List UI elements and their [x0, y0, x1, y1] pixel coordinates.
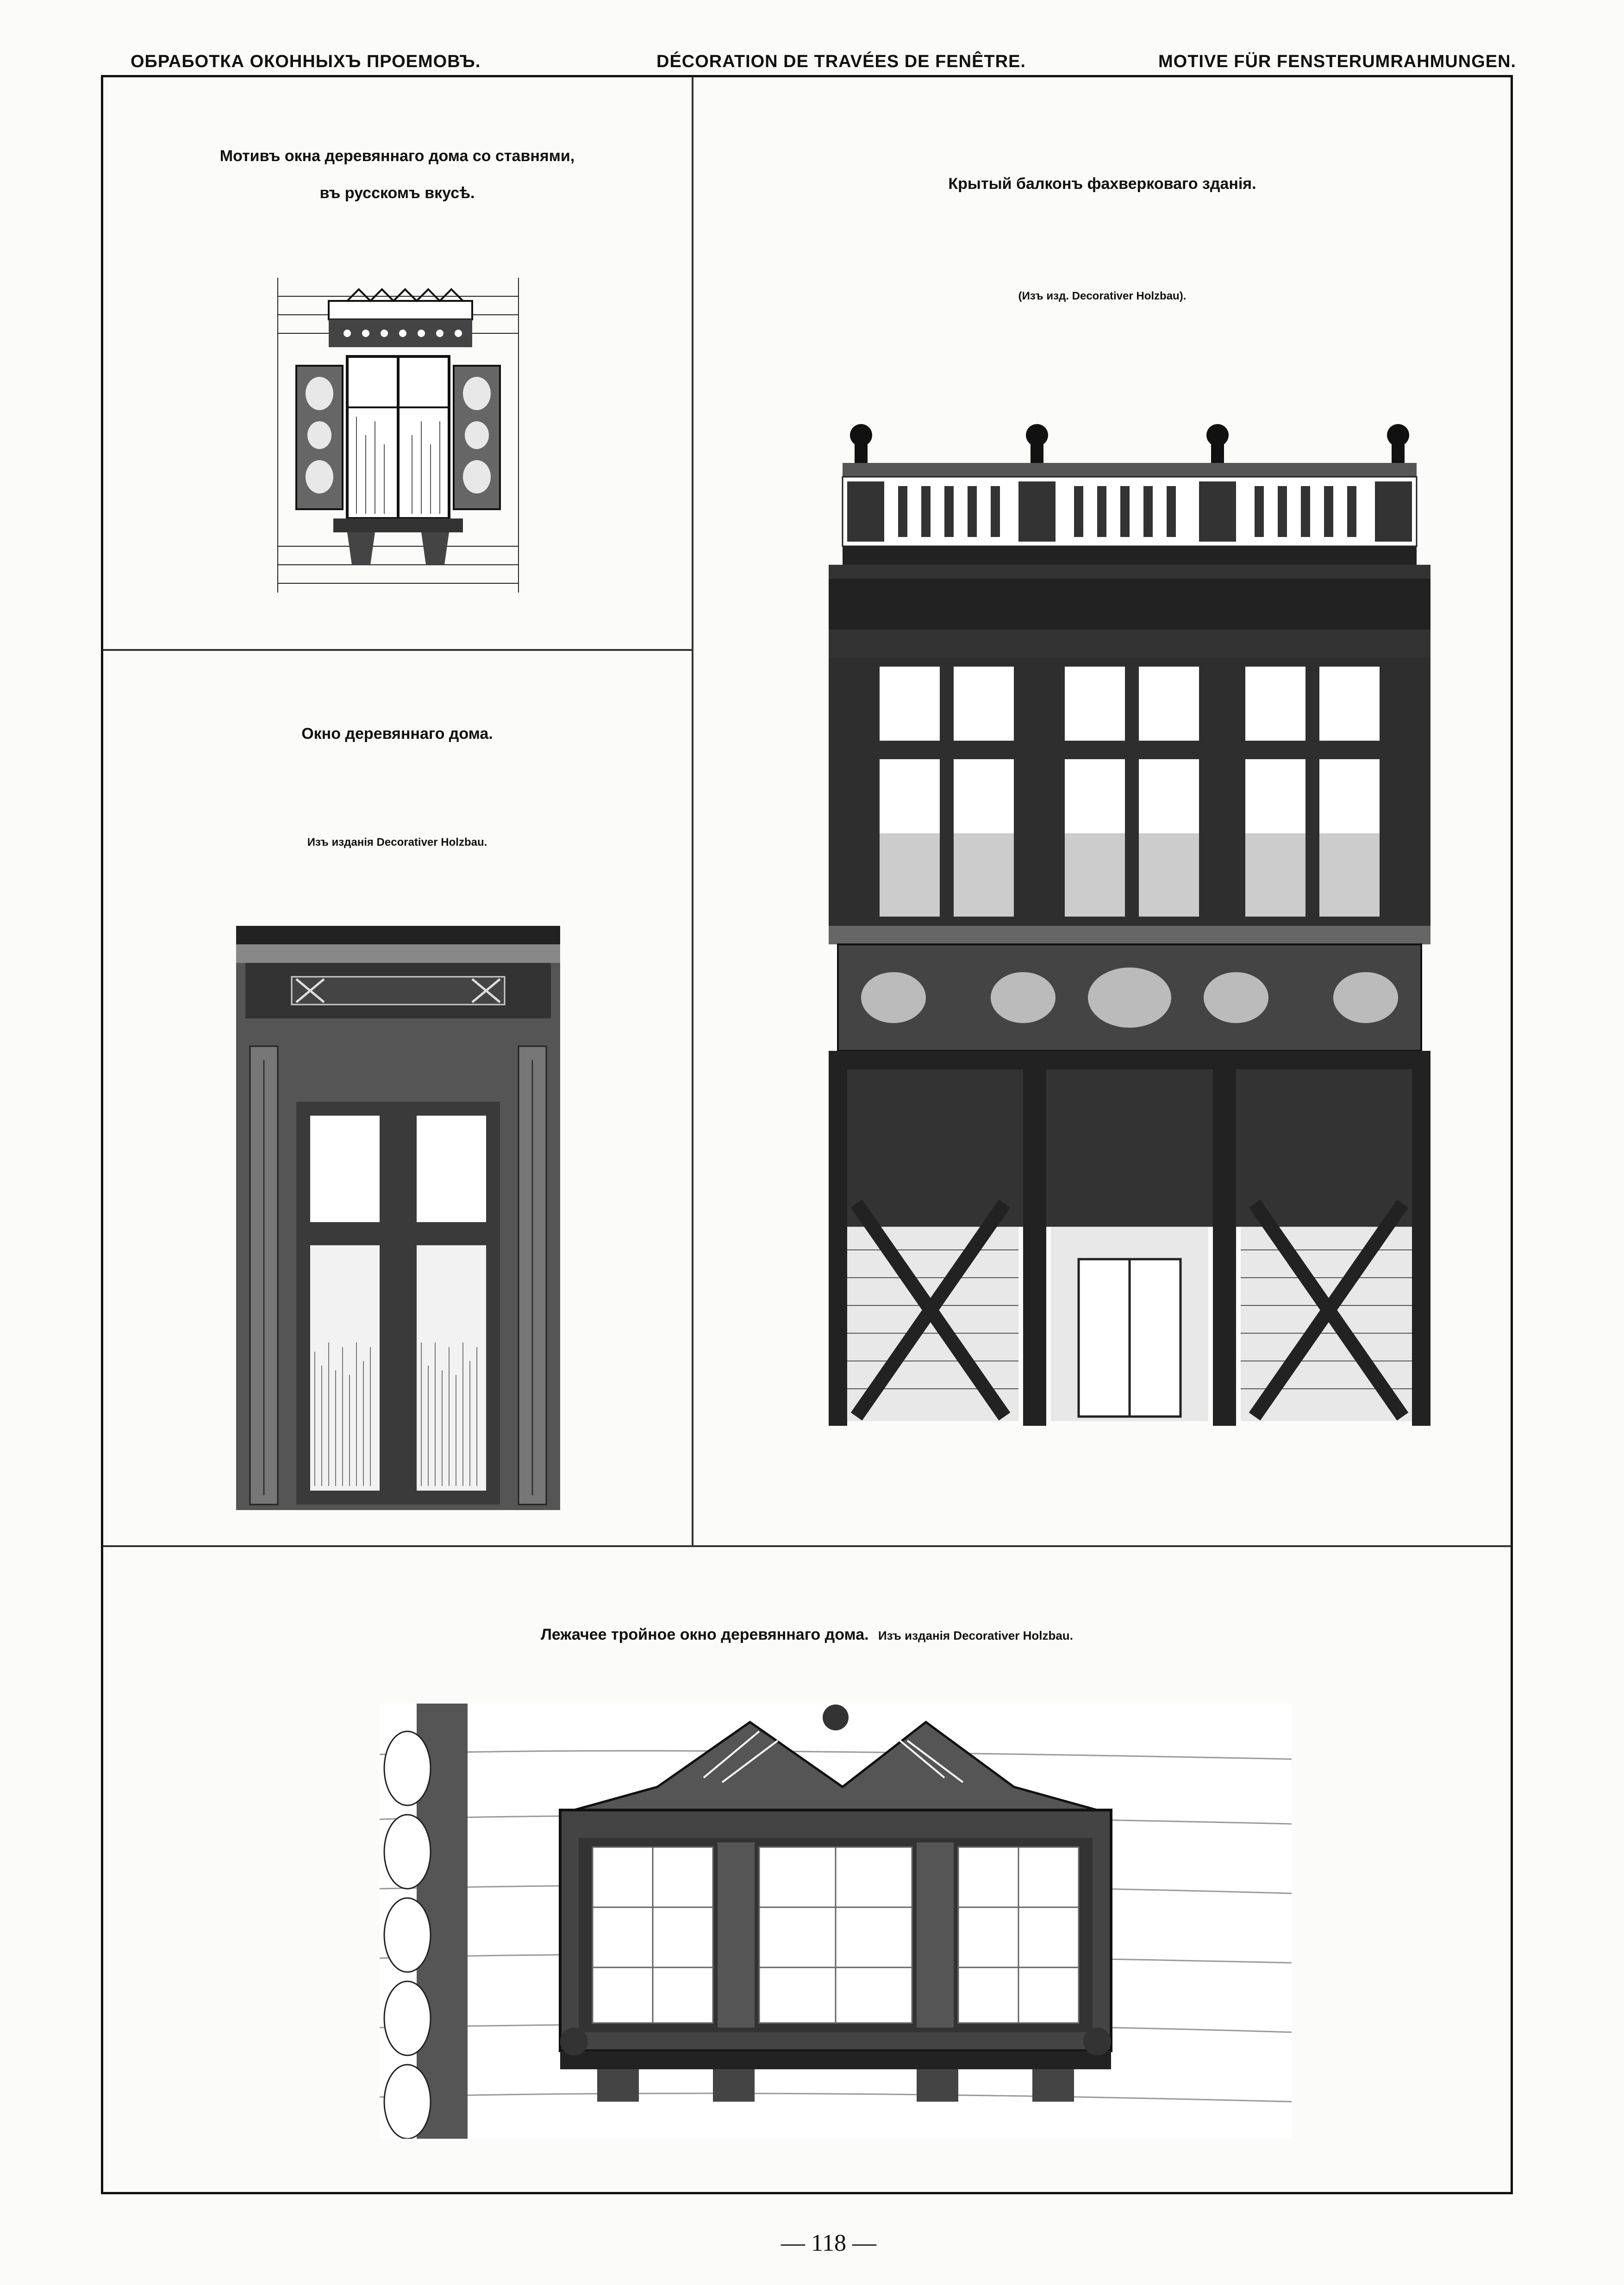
triple-title-text: Лежачее тройное окно деревяннаго дома.	[541, 1626, 869, 1643]
left-row-divider	[103, 649, 693, 651]
wooden-window-illustration	[236, 926, 560, 1510]
shutters-title-line1: Мотивъ окна деревяннаго дома со ставнями,	[219, 147, 575, 165]
triple-title	[103, 1626, 1511, 1644]
shutters-window-illustration	[273, 268, 523, 611]
window-source: Изъ изданія Decorativer Holzbau.	[307, 836, 487, 849]
page-number: — 118 —	[781, 2230, 877, 2256]
balcony-source: (Изъ изд. Decorativer Holzbau).	[1018, 290, 1187, 302]
balcony-title: Крытый балконъ фахверковаго зданія.	[948, 175, 1256, 193]
balcony-illustration	[829, 417, 1430, 1426]
triple-window-illustration	[380, 1704, 1292, 2139]
header-right: MOTIVE FÜR FENSTERUMRAHMUNGEN.	[1158, 52, 1517, 71]
bottom-row-divider	[103, 1545, 1511, 1547]
window-title: Окно деревяннаго дома.	[301, 725, 493, 743]
triple-source: Изъ изданія Decorativer Holzbau.	[878, 1629, 1073, 1642]
header-left: ОБРАБОТКА ОКОННЫХЪ ПРОЕМОВЪ.	[131, 52, 481, 71]
header-center: DÉCORATION DE TRAVÉES DE FENÊTRE.	[656, 52, 1026, 71]
shutters-title-line2: въ русскомъ вкусѣ.	[319, 184, 475, 202]
